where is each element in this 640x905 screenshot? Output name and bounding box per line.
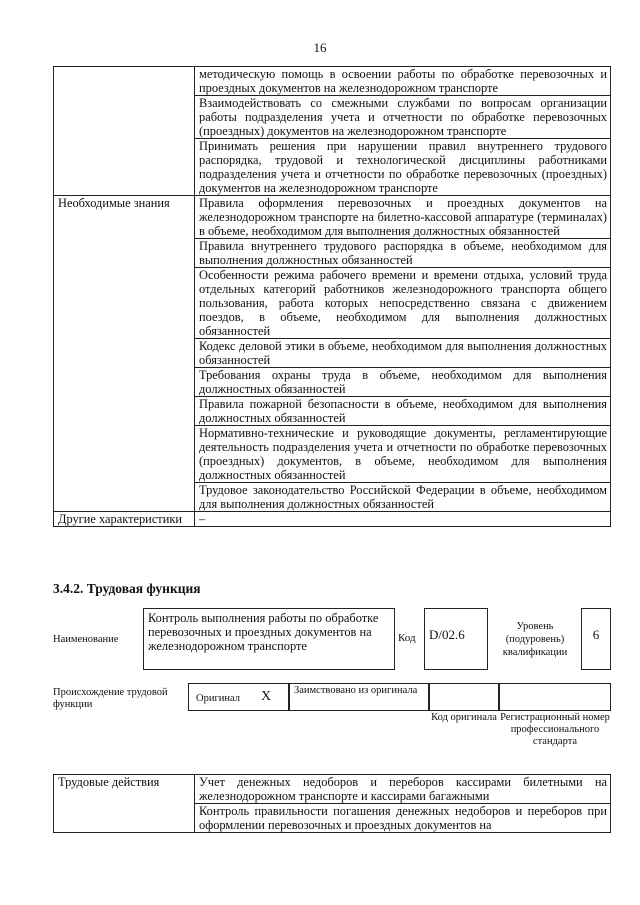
table-label-cell: Трудовые действия [54,775,195,833]
table-row [54,775,611,804]
table-text-cell: Кодекс деловой этики в объеме, необходимом для выполнения должностных обязанностей [195,339,611,368]
table-text-cell: Контроль правильности погашения денежных недоборов и переборов при оформлении перевозочных и проездных документов на [195,804,611,833]
table-row [54,67,611,96]
table-text-cell: Взаимодействовать со смежными службами по вопросам организации работы подразделения учета и отчетности по обработке перевозочных (проездных) документов на железнодорожном транспорте [195,96,611,139]
table-label-cell: Другие характеристики [54,512,195,527]
origin-borrowed-label: Заимствовано из оригинала [294,685,418,696]
table-label-cell: Необходимые знания [54,196,195,512]
origin-original-cell [188,683,289,711]
origin-borrowed-cell [289,683,429,711]
registration-number-caption: Регистрационный номер профессионального стандарта [500,712,610,747]
table-row [54,196,611,239]
qualification-level-value: 6 [581,608,611,670]
table-text-cell: Принимать решения при нарушении правил внутреннего трудового распорядка, трудовой и технологической дисциплины работниками подразделения учета и отчетности по обработке перевозочных (проездных) документов на железнодорожном транспорте [195,139,611,196]
table-text-cell: – [195,512,611,527]
origin-code-cell [429,683,499,711]
table-text-cell: методическую помощь в освоении работы по обработке перевозочных и проездных документов на железнодорожном транспорте [195,67,611,96]
page-number: 16 [313,40,327,55]
origin-original-mark: X [261,689,272,704]
function-code-label: Код [398,632,416,644]
section-heading: 3.4.2. Трудовая функция [53,581,201,596]
table-text-cell: Особенности режима рабочего времени и времени отдыха, условий труда отдельных категорий работников железнодорожного транспорта общего пользования, работа которых непосредственно связана с движением поездов, в объеме, необходимом для выполнения должностных обязанностей [195,268,611,339]
function-code-value: D/02.6 [424,608,488,670]
table-label-cell [54,67,195,196]
table-text-cell: Нормативно-технические и руководящие документы, регламентирующие деятельность подразделения учета и отчетности по обработке перевозочных (проездных) документов, в объеме, необходимом для выполнения должностных обязанностей [195,426,611,483]
function-name-value: Контроль выполнения работы по обработке перевозочных и проездных документов на железнодорожном транспорте [143,608,395,670]
qualification-level-label: Уровень (подуровень) квалификации [502,621,568,658]
table-text-cell: Трудовое законодательство Российской Федерации в объеме, необходимом для выполнения должностных обязанностей [195,483,611,512]
origin-code-caption: Код оригинала [431,712,497,723]
origin-original-label: Оригинал [196,693,240,704]
function-name-label: Наименование [53,634,119,645]
table-text-cell: Правила внутреннего трудового распорядка в объеме, необходимом для выполнения должностных обязанностей [195,239,611,268]
table-text-cell: Учет денежных недоборов и переборов кассирами билетными на железнодорожном транспорте и кассирами багажными [195,775,611,804]
table-text-cell: Правила оформления перевозочных и проездных документов на железнодорожном транспорте на билетно-кассовой аппаратуре (терминалах) в объеме, необходимом для выполнения должностных обязанностей [195,196,611,239]
labor-actions-table [53,774,611,833]
table-text-cell: Требования охраны труда в объеме, необходимом для выполнения должностных обязанностей [195,368,611,397]
origin-label: Происхождение трудовой функции [53,687,168,710]
origin-registration-cell [499,683,611,711]
skills-knowledge-table [53,66,611,527]
table-row [54,512,611,527]
table-text-cell: Правила пожарной безопасности в объеме, необходимом для выполнения должностных обязанностей [195,397,611,426]
